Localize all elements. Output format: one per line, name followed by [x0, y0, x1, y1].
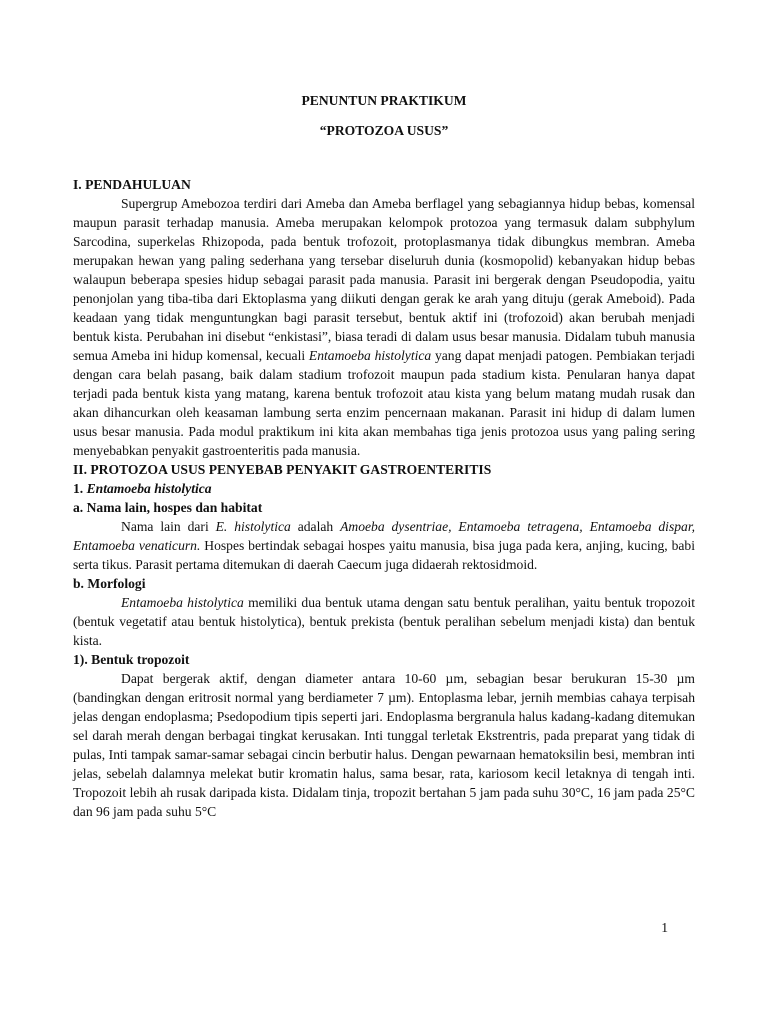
paragraph-pendahuluan: Supergrup Amebozoa terdiri dari Ameba dan Ameba berflagel yang sebagiannya hidup bebas, komensal maupun parasit terhadap manusia. Ameba merupakan kelompok protozoa yang termasuk dalam subphylum Sarcodina, superkelas Rhizopoda, pada bentuk trofozoit, protoplasmanya tidak dibungkus membran. Ameba merupakan hewan yang paling sederhana yang tersebar diseluruh dunia (kosmopolid) kebanyakan hidup bebas walaupun beberapa spesies hidup sebagai parasit pada manusia. Parasit ini bergerak dengan Pseudopodia, yaitu penonjolan yang tiba-tiba dari Ektoplasma yang diikuti dengan gerak ke arah yang dituju (gerak Ameboid). Pada keadaan yang tidak menguntungkan bagi parasit tersebut, bentuk aktif ini (trofozoid) akan berubah menjadi bentuk kista. Perubahan ini disebut “enkistasi”, biasa teradi di dalam usus besar manusia. Didalam tubuh manusia semua Ameba ini hidup komensal, kecuali Entamoeba histolytica yang dapat menjadi patogen. Pembiakan terjadi dengan cara belah pasang, baik dalam stadium trofozoit maupun pada stadium kista. Penularan hanya dapat terjadi pada bentuk kista yang matang, karena bentuk trofozoit atau kista yang belum matang mudah rusak dan akan dihancurkan oleh keasaman lambung serta enzim pencernaan makanan. Parasit ini hidup di dalam lumen usus besar manusia. Pada modul praktikum ini kita akan membahas tiga jenis protozoa usus yang paling sering menyebabkan penyakit gastroenteritis pada manusia. [73, 196, 695, 458]
paragraph-morfologi: Entamoeba histolytica memiliki dua bentuk utama dengan satu bentuk peralihan, yaitu bentuk tropozoit (bentuk vegetatif atau bentuk histolytica), bentuk prekista (bentuk peralihan sebelum menjadi kista) dan bentuk kista. [73, 595, 695, 648]
document-subtitle: “PROTOZOA USUS” [319, 123, 449, 138]
document-title: PENUNTUN PRAKTIKUM [301, 93, 467, 108]
section-heading-pendahuluan: I. PENDAHULUAN [73, 177, 191, 192]
subsection-heading-morfologi: b. Morfologi [73, 576, 146, 591]
page-number: 1 [661, 920, 668, 935]
subsection-heading-entamoeba: 1. Entamoeba histolytica [73, 481, 212, 496]
paragraph-nama-lain: Nama lain dari E. histolytica adalah Amoeba dysentriae, Entamoeba tetragena, Entamoeba dispar, Entamoeba venaticurn. Hospes bertindak sebagai hospes yaitu manusia, bisa juga pada kera, anjing, kucing, babi serta tikus. Parasit pertama ditemukan di daerah Caecum juga didaerah rektosidmoid. [73, 519, 696, 572]
section-heading-protozoa-usus: II. PROTOZOA USUS PENYEBAB PENYAKIT GASTROENTERITIS [73, 462, 492, 477]
document-body [73, 91, 695, 821]
paragraph-tropozoit: Dapat bergerak aktif, dengan diameter antara 10-60 µm, sebagian besar berukuran 15-30 µm (bandingkan dengan eritrosit normal yang berdiameter 7 µm). Entoplasma lebar, jernih membias cahaya terpisah jelas dengan endoplasma; Psedopodium tipis seperti jari. Endoplasma bergranula halus kadang-kadang ditemukan sel darah merah dengan berbagai tingkat kerusakan. Inti tunggal terletak Ekstrentris, pada preparat yang tidak di pulas, Inti tampak samar-samar sebagai cincin berbutir halus. Dengan pewarnaan hematoksilin besi, membran inti jelas, sebelah dalamnya melekat butir kromatin halus, sama besar, rata, kariosom kecil letaknya di tengah inti. Tropozoit lebih ah rusak daripada kista. Didalam tinja, tropozit bertahan 5 jam pada suhu 30°C, 16 jam pada 25°C dan 96 jam pada suhu 5°C [73, 671, 695, 819]
subsection-heading-nama-lain: a. Nama lain, hospes dan habitat [73, 500, 263, 515]
subsection-heading-tropozoit: 1). Bentuk tropozoit [73, 652, 190, 667]
